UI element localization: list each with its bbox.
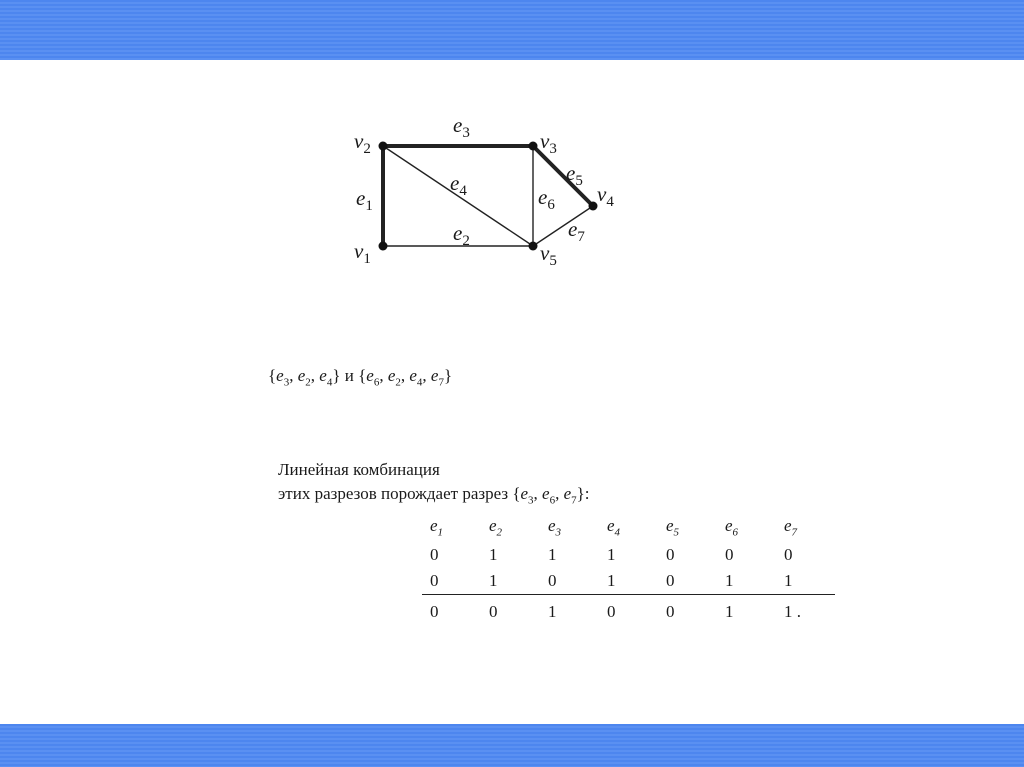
edge-label-e5: $e_5$ [566, 161, 583, 189]
vertex-v2 [379, 142, 388, 151]
cutset-pair [268, 366, 452, 388]
edge-ref: e [297, 366, 306, 385]
cutset-vector-table [422, 512, 835, 625]
table-cell: 1 . [784, 602, 801, 621]
combination-line-2: этих разрезов порождает разрез {$e_3$, $e_6$, $e_7$}: [278, 484, 590, 507]
table-cell: 0 [430, 602, 439, 621]
table-cell: 1 [481, 568, 540, 595]
table-header-cell: $e_2$ [489, 515, 503, 539]
cutset-conjunction: и [344, 366, 354, 385]
result-cutset: $e_3$, $e_6$, $e_7$ [520, 484, 577, 507]
combination-text [278, 458, 590, 512]
bottom-banner [0, 724, 1024, 767]
edge-ref: e [430, 366, 439, 385]
table-cell: 1 [599, 568, 658, 595]
edge-label-e1: $e_1$ [356, 186, 373, 214]
table-result-row [422, 595, 835, 626]
edge-ref: e [520, 484, 529, 503]
table-cell: 1 [548, 602, 557, 621]
table-header-cell: $e_3$ [548, 515, 562, 539]
table-cell: 0 [784, 545, 793, 564]
table-header-cell: $e_7$ [784, 515, 798, 539]
table-cell: 0 [666, 545, 675, 564]
graph-vertices [379, 142, 598, 251]
edge-ref: e [366, 366, 374, 385]
vertex-label-v3: $v_3$ [540, 129, 557, 157]
table-cell: 1 [725, 602, 734, 621]
table-header-cell: $e_1$ [430, 515, 444, 539]
edge-label-e4: $e_4$ [450, 171, 467, 199]
edge-ref: e [319, 366, 327, 385]
edge-label-e7: $e_7$ [568, 217, 585, 245]
vertex-v1 [379, 242, 388, 251]
table-cell: 1 [717, 568, 776, 595]
table-row [422, 568, 835, 595]
cutset-second: {$e_6$, $e_2$, $e_4$, $e_7$} [358, 366, 453, 389]
edge-ref: e [276, 366, 284, 385]
table-cell: 0 [725, 545, 734, 564]
edge-ref: e [563, 484, 572, 503]
graph-diagram [340, 108, 640, 273]
table-cell: 1 [776, 568, 835, 595]
table-header-cell: $e_4$ [607, 515, 621, 539]
table-header-row [422, 512, 835, 542]
vertex-label-v2: $v_2$ [354, 129, 371, 157]
vertex-v5 [529, 242, 538, 251]
edge-label-e3: $e_3$ [453, 113, 470, 141]
table-cell: 1 [489, 545, 498, 564]
table-row [422, 542, 835, 568]
vertex-label-v4: $v_4$ [597, 182, 614, 210]
table-header-cell: $e_6$ [725, 515, 739, 539]
edge-label-e2: $e_2$ [453, 221, 470, 249]
table-cell: 0 [658, 568, 717, 595]
vertex-label-v5: $v_5$ [540, 241, 557, 269]
edge-label-e6: $e_6$ [538, 185, 555, 213]
table-cell: 1 [607, 545, 616, 564]
combination-line-1: Линейная комбинация [278, 460, 440, 479]
table-header-cell: $e_5$ [666, 515, 680, 539]
cutset-first: {$e_3$, $e_2$, $e_4$} [268, 366, 341, 389]
top-banner [0, 0, 1024, 60]
table-cell: 0 [666, 602, 675, 621]
vertex-v3 [529, 142, 538, 151]
table-cell: 0 [607, 602, 616, 621]
table-cell: 0 [540, 568, 599, 595]
edge-ref: e [409, 366, 417, 385]
graph-edges [383, 146, 593, 246]
table-cell: 0 [430, 545, 439, 564]
table-cell: 1 [548, 545, 557, 564]
edge-ref: e [542, 484, 550, 503]
edge-ref: e [387, 366, 396, 385]
table-cell: 0 [489, 602, 498, 621]
vertex-label-v1: $v_1$ [354, 239, 371, 267]
table-cell: 0 [422, 568, 481, 595]
